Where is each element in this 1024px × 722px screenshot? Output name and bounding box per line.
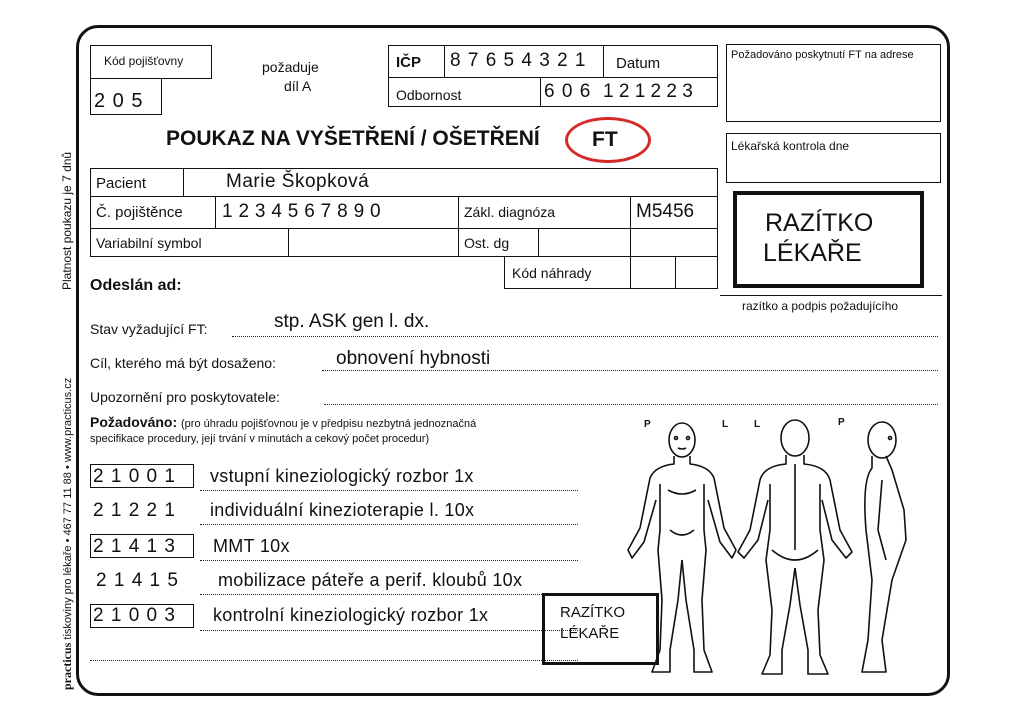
state-value[interactable]: stp. ASK gen l. dx. bbox=[274, 311, 430, 332]
back-body-figure bbox=[738, 417, 852, 674]
validity-side-text: Platnost poukazu je 7 dnů bbox=[60, 151, 74, 290]
small-stamp-line-2: LÉKAŘE bbox=[560, 625, 620, 642]
figure-letter-p-back: P bbox=[838, 417, 845, 428]
requested-title: Požadováno: bbox=[90, 414, 178, 430]
requires-label: požaduje bbox=[262, 59, 319, 75]
insured-label: Č. pojištěnce bbox=[96, 204, 183, 221]
form-title: POUKAZ NA VYŠETŘENÍ / OŠETŘENÍ bbox=[166, 127, 540, 150]
specialty-label: Odbornost bbox=[396, 87, 462, 103]
small-stamp-line-1: RAZÍTKO bbox=[560, 604, 626, 621]
date-label: Datum bbox=[616, 55, 661, 72]
signature-label: razítko a podpis požadujícího bbox=[742, 299, 899, 313]
procedure-code-2[interactable]: 2 1 2 2 1 bbox=[93, 500, 176, 521]
patient-label: Pacient bbox=[96, 175, 147, 192]
doctor-stamp bbox=[733, 191, 924, 288]
requested-label bbox=[90, 415, 476, 430]
procedure-code-4[interactable]: 2 1 4 1 5 bbox=[96, 570, 179, 591]
state-label: Stav vyžadující FT: bbox=[90, 321, 208, 337]
requested-note-2: specifikace procedury, její trvání v minutách a cekový počet procedur) bbox=[90, 433, 430, 445]
variable-symbol-label: Variabilní symbol bbox=[96, 235, 202, 251]
procedure-text-1[interactable]: vstupní kineziologický rozbor 1x bbox=[210, 466, 474, 486]
publisher-side-text bbox=[60, 378, 75, 690]
figure-letter-l-back: L bbox=[754, 419, 761, 430]
figure-letter-p-front: P bbox=[644, 419, 651, 430]
stamp-line-2: LÉKAŘE bbox=[763, 239, 862, 267]
specialty-value: 6 0 6 bbox=[544, 81, 592, 102]
part-a-label: díl A bbox=[284, 78, 312, 94]
insurer-code-value: 2 0 5 bbox=[94, 90, 144, 112]
refund-code-label: Kód náhrady bbox=[512, 265, 592, 281]
sent-to-label: Odeslán ad: bbox=[90, 277, 182, 294]
procedure-code-1[interactable]: 2 1 0 0 1 bbox=[93, 466, 176, 487]
insured-number[interactable]: 1 2 3 4 5 6 7 8 9 0 bbox=[222, 201, 381, 222]
procedure-code-5[interactable]: 2 1 0 0 3 bbox=[93, 605, 176, 626]
icp-value: 8 7 6 5 4 3 2 1 bbox=[450, 50, 587, 71]
address-label: Požadováno poskytnutí FT na adrese bbox=[731, 49, 914, 61]
date-value: 1 2 1 2 2 3 bbox=[603, 81, 693, 102]
body-diagram[interactable] bbox=[610, 400, 940, 685]
icp-label: IČP bbox=[396, 54, 422, 71]
figure-letter-l-front: L bbox=[722, 419, 729, 430]
ft-marker: FT bbox=[592, 128, 618, 151]
goal-label: Cíl, kterého má být dosaženo: bbox=[90, 355, 276, 371]
other-dg-label: Ost. dg bbox=[464, 235, 510, 251]
publisher-info: tiskoviny pro lékaře • 467 77 11 88 • www.practicus.cz bbox=[62, 377, 74, 643]
requested-note: (pro úhradu pojišťovnou je v předpisu nezbytná jednoznačná bbox=[181, 418, 477, 430]
front-body-figure bbox=[628, 423, 736, 672]
procedure-text-4[interactable]: mobilizace páteře a perif. kloubů 10x bbox=[218, 570, 523, 590]
insurer-code-label: Kód pojišťovny bbox=[104, 54, 184, 68]
procedure-code-3[interactable]: 2 1 4 1 3 bbox=[93, 536, 176, 557]
patient-name[interactable]: Marie Škopková bbox=[226, 171, 370, 192]
diagnosis-value[interactable]: M5456 bbox=[636, 201, 695, 222]
control-label: Lékařská kontrola dne bbox=[731, 139, 850, 153]
side-body-figure bbox=[862, 422, 906, 672]
procedure-text-3[interactable]: MMT 10x bbox=[213, 536, 290, 556]
notice-label: Upozornění pro poskytovatele: bbox=[90, 389, 280, 405]
stamp-line-1: RAZÍTKO bbox=[765, 209, 874, 237]
procedure-text-5[interactable]: kontrolní kineziologický rozbor 1x bbox=[213, 605, 489, 625]
procedure-text-2[interactable]: individuální kinezioterapie l. 10x bbox=[210, 500, 475, 520]
goal-value[interactable]: obnovení hybnosti bbox=[336, 348, 491, 369]
publisher-brand: practicus bbox=[60, 642, 74, 690]
diagnosis-label: Zákl. diagnóza bbox=[464, 204, 556, 220]
